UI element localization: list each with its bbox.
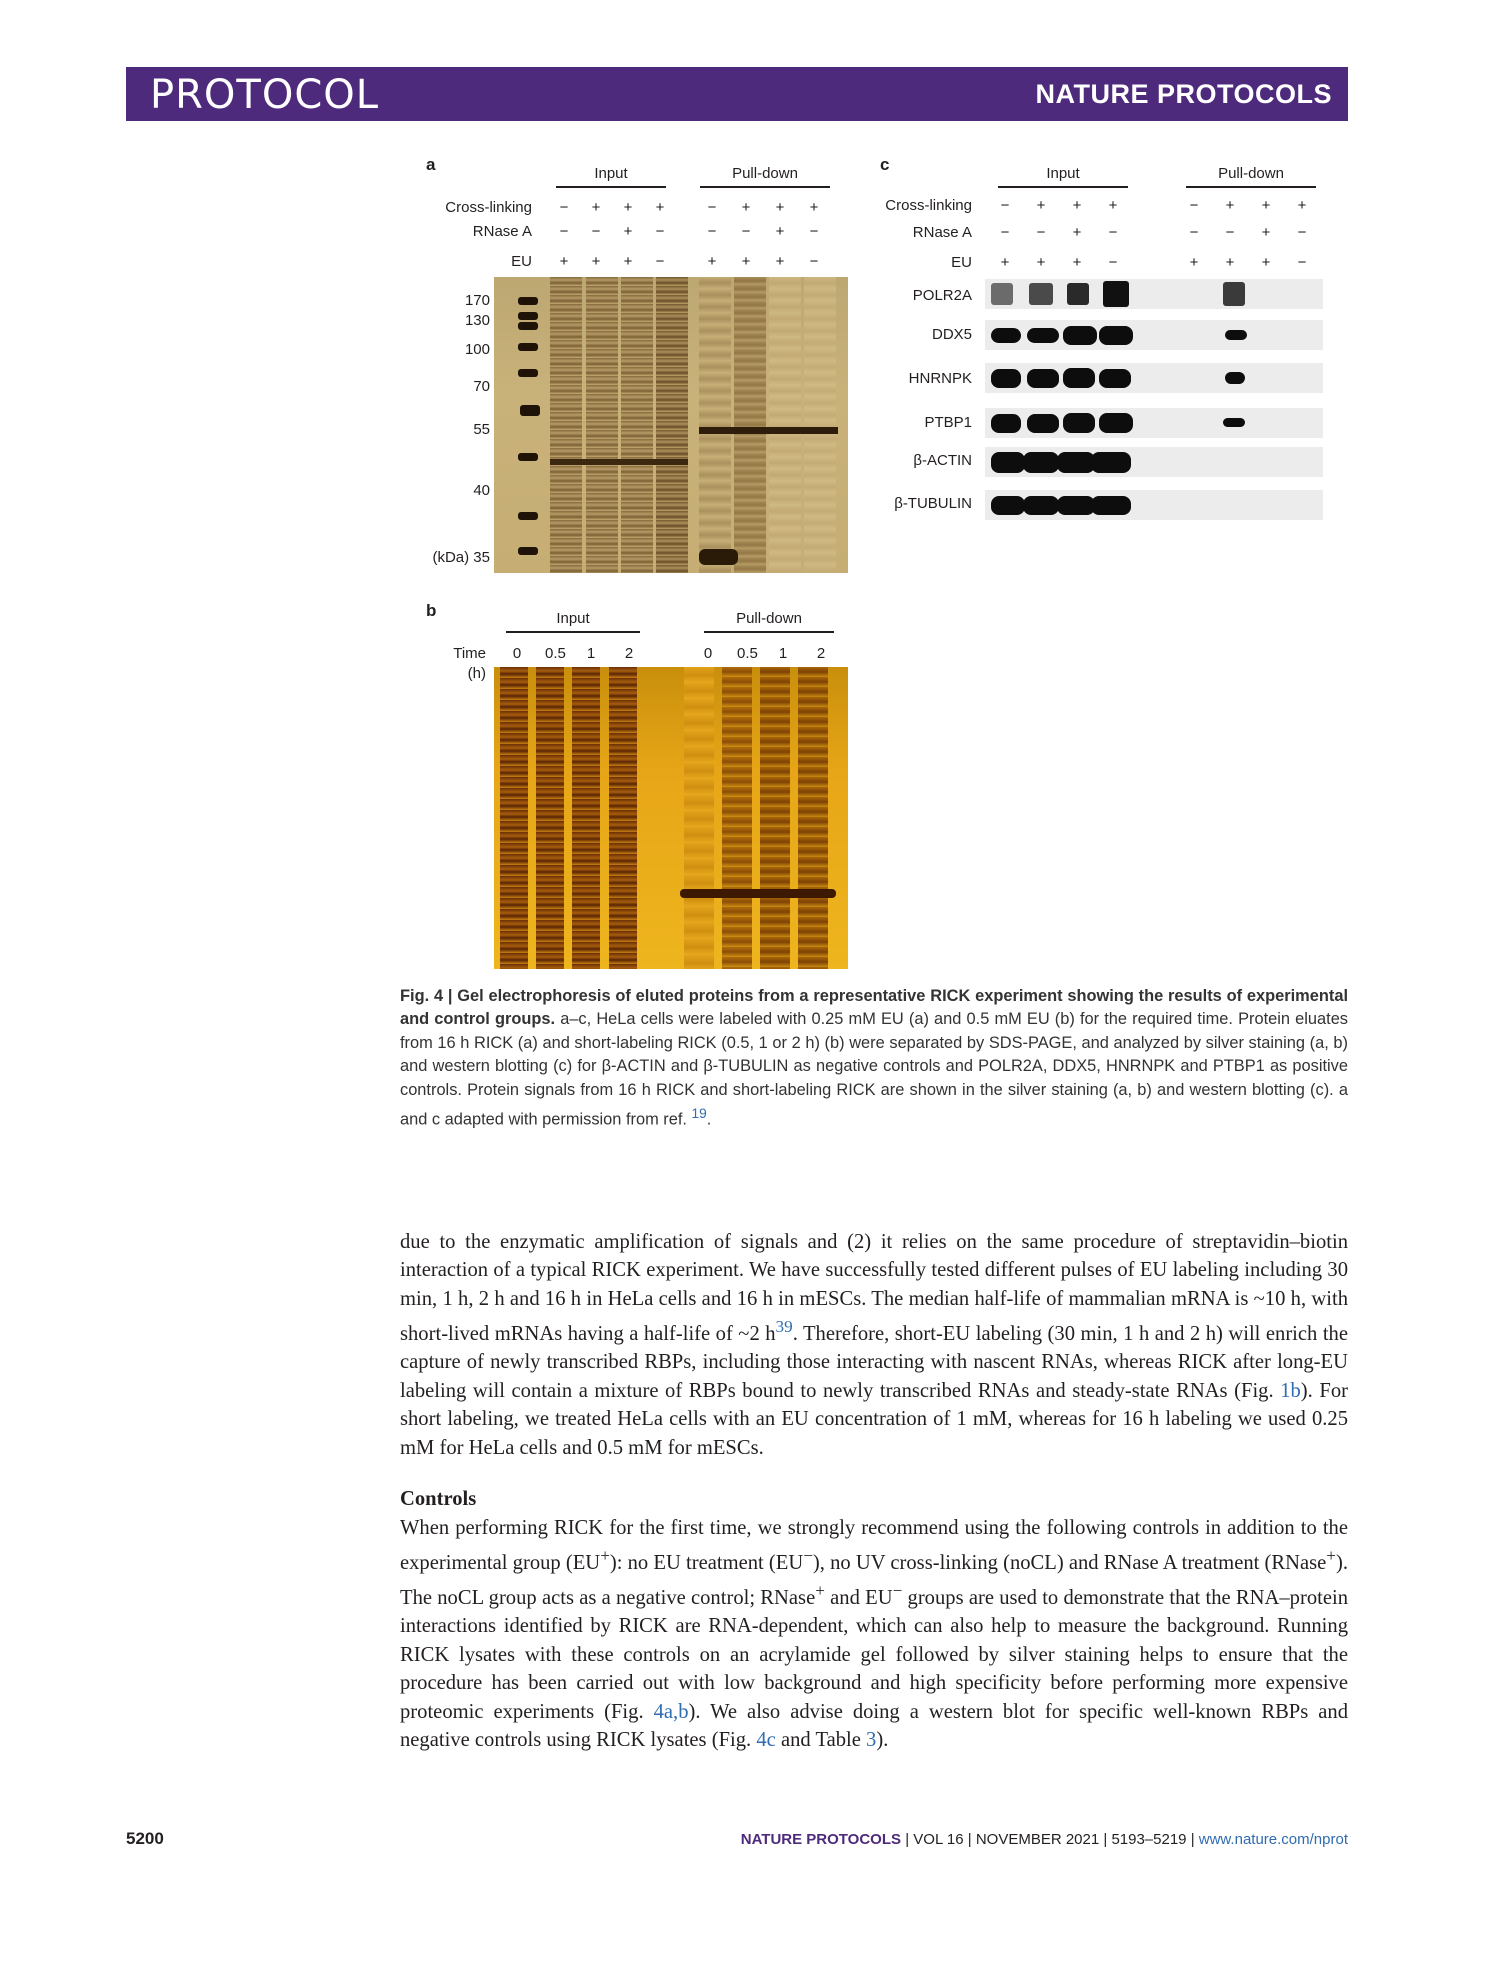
caption-title: Fig. 4 | Gel electrophoresis of eluted proteins from a representative RICK experiment showing the results of experimental and control groups. bbox=[400, 987, 1348, 1029]
blot-strip-beta-actin bbox=[985, 447, 1323, 477]
crosslinking-symbol: + bbox=[655, 199, 665, 216]
rnase-symbol: − bbox=[559, 223, 569, 240]
panel-letter-a: a bbox=[426, 155, 436, 174]
section-label: PROTOCOL bbox=[150, 72, 380, 118]
gel-lane bbox=[734, 277, 766, 573]
gel-lane bbox=[798, 667, 828, 969]
time-point-label: 0.5 bbox=[737, 645, 758, 662]
crosslinking-symbol: − bbox=[1189, 197, 1199, 214]
journal-name: NATURE PROTOCOLS bbox=[1035, 79, 1332, 109]
section-heading: Controls bbox=[400, 1488, 477, 1511]
time-point-label: 2 bbox=[816, 645, 826, 662]
protein-label-beta-tubulin: β-TUBULIN bbox=[894, 495, 972, 512]
body-text bbox=[400, 1228, 1348, 1754]
crosslinking-symbol: + bbox=[741, 199, 751, 216]
crosslinking-symbol: + bbox=[1261, 197, 1271, 214]
row-label-eu: EU bbox=[951, 254, 972, 271]
time-point-label: 1 bbox=[586, 645, 596, 662]
crosslinking-symbol: + bbox=[623, 199, 633, 216]
rnase-symbol: + bbox=[1072, 224, 1082, 241]
eu-symbol: + bbox=[707, 253, 717, 270]
molecular-weight-marker: 100 bbox=[464, 341, 490, 358]
blot-strip-ddx5 bbox=[985, 320, 1323, 350]
gel-lane bbox=[804, 277, 836, 573]
eu-symbol: + bbox=[623, 253, 633, 270]
journal-url-link[interactable]: www.nature.com/nprot bbox=[1198, 1831, 1348, 1848]
rnase-symbol: − bbox=[1108, 224, 1118, 241]
crosslinking-symbol: + bbox=[775, 199, 785, 216]
time-point-label: 0 bbox=[512, 645, 522, 662]
eu-symbol: − bbox=[1108, 254, 1118, 271]
rnase-symbol: − bbox=[809, 223, 819, 240]
crosslinking-symbol: − bbox=[559, 199, 569, 216]
molecular-weight-marker: 130 bbox=[464, 312, 490, 329]
molecular-weight-marker: 170 bbox=[464, 292, 490, 309]
panel-letter-c: c bbox=[880, 155, 890, 174]
blot-strip-ptbp1 bbox=[985, 408, 1323, 438]
silver-stain-gel-a bbox=[494, 277, 848, 573]
rnase-symbol: − bbox=[655, 223, 665, 240]
eu-symbol: + bbox=[1036, 254, 1046, 271]
rnase-symbol: + bbox=[1261, 224, 1271, 241]
group-label-pulldown: Pull-down bbox=[1186, 165, 1316, 182]
gel-lane bbox=[760, 667, 790, 969]
caption-text: a–c, HeLa cells were labeled with 0.25 mM EU (a) and 0.5 mM EU (b) for the required time. Protein eluates from 16 h RICK (a) and short-labeling RICK (0.5, 1 or 2 h) (b) were separated by SDS-PAGE, and analyzed by silver staining (a, b) and western blotting (c) for β-ACTIN and β-TUBULIN as negative controls and POLR2A, DDX5, HNRNPK and PTBP1 as positive controls. Protein signals from 16 h RICK and short-labeling RICK are shown in the silver staining (a, b) and western blotting (c). a and c adapted with permission from ref. bbox=[400, 1010, 1349, 1129]
gel-lane bbox=[572, 667, 600, 969]
gel-band bbox=[550, 459, 688, 465]
protein-label-ddx5: DDX5 bbox=[931, 326, 972, 343]
rnase-symbol: − bbox=[1036, 224, 1046, 241]
gel-lane bbox=[500, 667, 528, 969]
gel-lane bbox=[550, 277, 582, 573]
blot-strip-beta-tubulin bbox=[985, 490, 1323, 520]
crosslinking-symbol: + bbox=[1072, 197, 1082, 214]
protein-label-ptbp1: PTBP1 bbox=[924, 414, 972, 431]
crosslinking-symbol: + bbox=[1297, 197, 1307, 214]
eu-symbol: + bbox=[741, 253, 751, 270]
time-unit: (h) bbox=[467, 665, 486, 682]
row-label-rnase: RNase A bbox=[912, 224, 972, 241]
rnase-symbol: − bbox=[707, 223, 717, 240]
crosslinking-symbol: + bbox=[1108, 197, 1118, 214]
paragraph: When performing RICK for the first time, we strongly recommend using the following controls in addition to the experimental group (EU+): no EU treatment (EU−), no UV cross-linking (noCL) and RNase A treatment (RNase+). The noCL group acts as a negative control; RNase+ and EU− groups are used to demonstrate that the RNA–protein interactions identified by RICK are RNA-dependent, which can also help to measure the background. Running RICK lysates with these controls on an acrylamide gel followed by silver staining helps to ensure that the procedure has been carried out with low background and high specificity before performing more expensive proteomic experiments (Fig. 4a,b). We also advise doing a western blot for specific well-known RBPs and negative controls using RICK lysates (Fig. 4c and Table 3). bbox=[400, 1516, 1349, 1752]
group-label-input: Input bbox=[556, 165, 666, 182]
eu-symbol: + bbox=[591, 253, 601, 270]
eu-symbol: + bbox=[1225, 254, 1235, 271]
gel-lane bbox=[536, 667, 564, 969]
page-number: 5200 bbox=[126, 1829, 164, 1848]
blot-strip-polr2a bbox=[985, 279, 1323, 309]
time-label: Time bbox=[453, 645, 486, 662]
gel-lane bbox=[586, 277, 618, 573]
eu-symbol: − bbox=[1297, 254, 1307, 271]
gel-lane bbox=[722, 667, 752, 969]
rnase-symbol: − bbox=[741, 223, 751, 240]
caption-reference-link[interactable]: 19 bbox=[691, 1106, 707, 1122]
row-label-crosslinking: Cross-linking bbox=[885, 197, 972, 214]
molecular-weight-marker: 40 bbox=[473, 482, 490, 499]
gel-lane bbox=[621, 277, 653, 573]
figure-link[interactable]: 4a,b bbox=[653, 1700, 689, 1723]
crosslinking-symbol: + bbox=[591, 199, 601, 216]
rnase-symbol: − bbox=[1000, 224, 1010, 241]
eu-symbol: − bbox=[809, 253, 819, 270]
eu-symbol: + bbox=[775, 253, 785, 270]
eu-symbol: + bbox=[1261, 254, 1271, 271]
ladder-lane bbox=[514, 277, 550, 573]
gel-lane bbox=[699, 277, 731, 573]
time-point-label: 0 bbox=[703, 645, 713, 662]
footer-citation: NATURE PROTOCOLS | VOL 16 | NOVEMBER 2021 | 5193–5219 | www.nature.com/nprot bbox=[740, 1831, 1348, 1848]
protein-label-hnrnpk: HNRNPK bbox=[908, 370, 972, 387]
gel-lane bbox=[769, 277, 801, 573]
row-label-crosslinking: Cross-linking bbox=[445, 199, 532, 216]
gel-lane bbox=[684, 667, 714, 969]
rnase-symbol: − bbox=[591, 223, 601, 240]
protein-label-polr2a: POLR2A bbox=[912, 287, 972, 304]
crosslinking-symbol: + bbox=[1036, 197, 1046, 214]
figure-caption: Fig. 4 | Gel electrophoresis of eluted proteins from a representative RICK experiment showing the results of experimental and control groups. a–c, HeLa cells were labeled with 0.25 mM EU (a) and 0.5 mM EU (b) for the required time. Protein eluates from 16 h RICK (a) and short-labeling RICK (0.5, 1 or 2 h) (b) were separated by SDS-PAGE, and analyzed by silver staining (a, b) and western blotting (c) for β-ACTIN and β-TUBULIN as negative controls and POLR2A, DDX5, HNRNPK and PTBP1 as positive controls. Protein signals from 16 h RICK and short-labeling RICK are shown in the silver staining (a, b) and western blotting (c). a and c adapted with permission from ref. $^{19}$. bbox=[400, 987, 1349, 1129]
eu-symbol: + bbox=[559, 253, 569, 270]
time-point-label: 1 bbox=[778, 645, 788, 662]
crosslinking-symbol: + bbox=[809, 199, 819, 216]
rnase-symbol: + bbox=[775, 223, 785, 240]
paragraph: due to the enzymatic amplification of signals and (2) it relies on the same procedure of streptavidin–biotin interaction of a typical RICK experiment. We have successfully tested different pulses of EU labeling including 30 min, 1 h, 2 h and 16 h in HeLa cells and 16 h in mESCs. The median half-life of mammalian mRNA is ~10 h, with short-lived mRNAs having a half-life of ~2 $h^{39}$. Therefore, short-EU labeling (30 min, 1 h and 2 h) will enrich the capture of newly transcribed RBPs, including those interacting with nascent RNAs, whereas RICK after long-EU labeling will contain a mixture of RBPs bound to newly transcribed RNAs and steady-state RNAs (Fig. 1b). For short labeling, we treated HeLa cells with an EU concentration of 1 mM, whereas for 16 h labeling we used 0.25 mM for HeLa cells and 0.5 mM for mESCs. bbox=[400, 1231, 1348, 1459]
figure-link[interactable]: 1b bbox=[1280, 1379, 1301, 1402]
group-label-pulldown: Pull-down bbox=[700, 165, 830, 182]
rnase-symbol: − bbox=[1297, 224, 1307, 241]
molecular-weight-marker: (kDa) 35 bbox=[432, 549, 490, 566]
journal-header bbox=[126, 67, 1348, 121]
crosslinking-symbol: − bbox=[1000, 197, 1010, 214]
rnase-symbol: − bbox=[1189, 224, 1199, 241]
eu-symbol: + bbox=[1189, 254, 1199, 271]
eu-symbol: + bbox=[1000, 254, 1010, 271]
panel-letter-b: b bbox=[426, 601, 437, 620]
gel-lane bbox=[656, 277, 688, 573]
gel-band bbox=[699, 427, 838, 434]
protein-label-beta-actin: β-ACTIN bbox=[913, 452, 972, 469]
eu-symbol: − bbox=[655, 253, 665, 270]
reference-link[interactable]: 39 bbox=[775, 1317, 793, 1337]
group-label-pulldown: Pull-down bbox=[704, 610, 834, 627]
molecular-weight-marker: 55 bbox=[473, 421, 490, 438]
gel-lane bbox=[609, 667, 637, 969]
rnase-symbol: + bbox=[623, 223, 633, 240]
blot-strip-hnrnpk bbox=[985, 363, 1323, 393]
row-label-eu: EU bbox=[511, 253, 532, 270]
eu-symbol: + bbox=[1072, 254, 1082, 271]
crosslinking-symbol: − bbox=[707, 199, 717, 216]
gel-band bbox=[680, 889, 836, 898]
crosslinking-symbol: + bbox=[1225, 197, 1235, 214]
time-point-label: 2 bbox=[624, 645, 634, 662]
table-link[interactable]: 3 bbox=[866, 1729, 877, 1752]
group-label-input: Input bbox=[998, 165, 1128, 182]
gel-band bbox=[699, 549, 738, 565]
time-point-label: 0.5 bbox=[545, 645, 566, 662]
figure-link[interactable]: 4c bbox=[756, 1729, 776, 1752]
silver-stain-gel-b bbox=[494, 667, 848, 969]
molecular-weight-marker: 70 bbox=[473, 378, 490, 395]
row-label-rnase: RNase A bbox=[472, 223, 532, 240]
group-label-input: Input bbox=[506, 610, 640, 627]
rnase-symbol: − bbox=[1225, 224, 1235, 241]
